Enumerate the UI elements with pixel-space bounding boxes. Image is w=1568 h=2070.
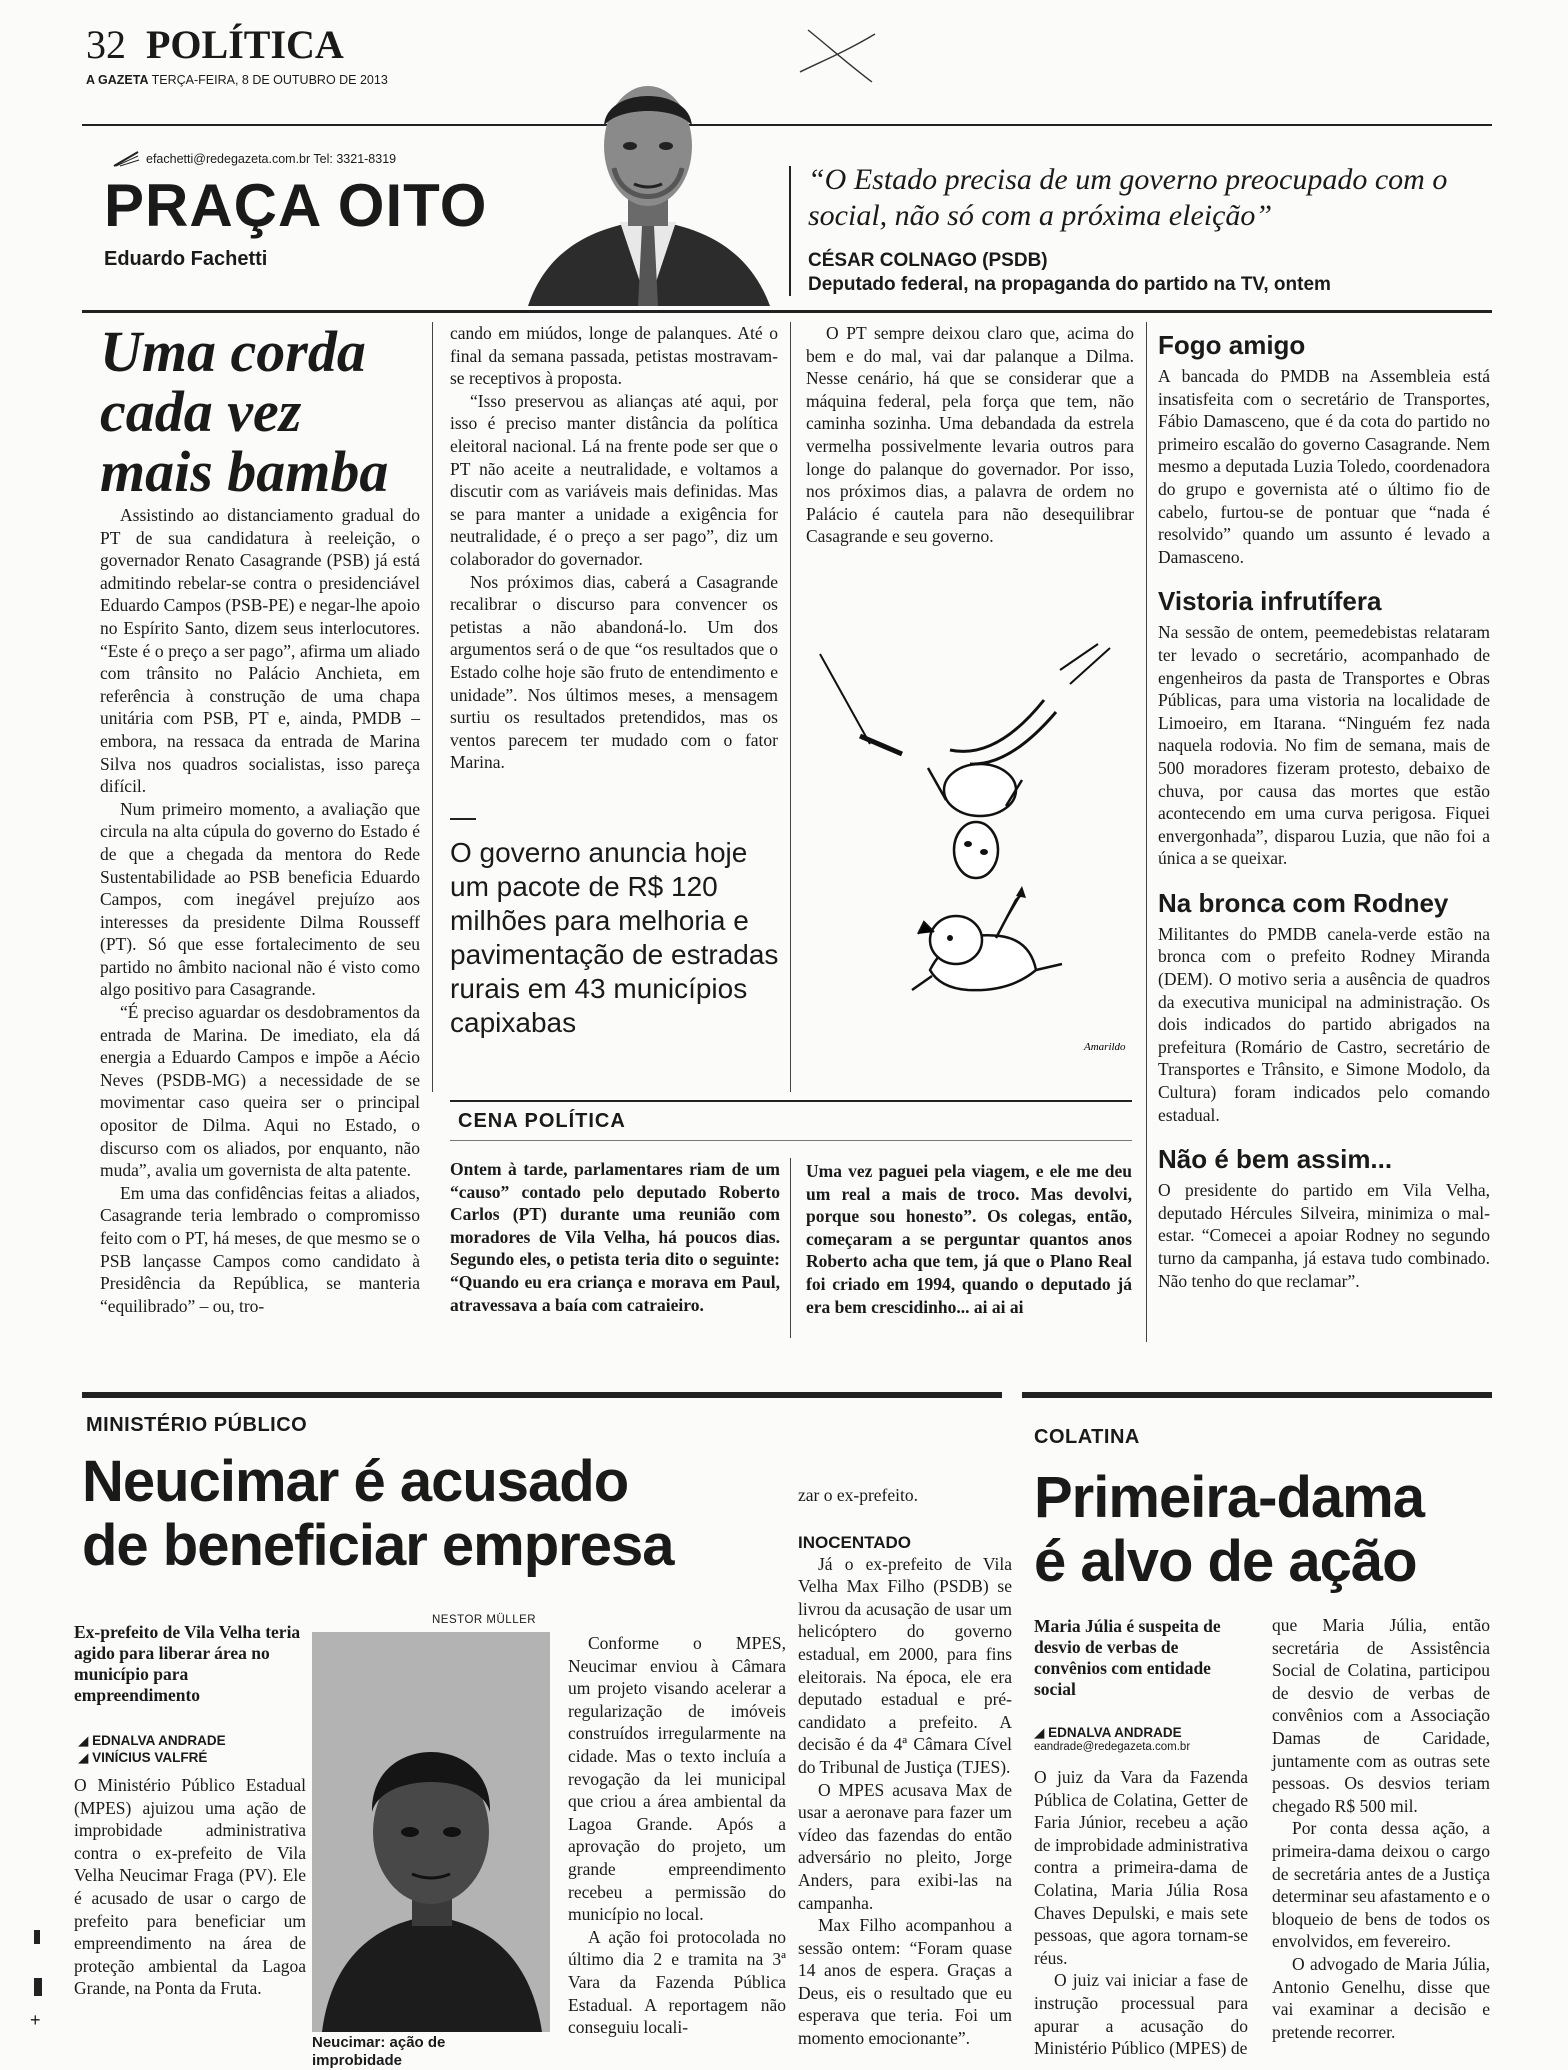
page-number: 32 xyxy=(86,22,126,67)
pen-icon xyxy=(112,148,142,168)
mp-col-2 xyxy=(568,1632,786,2039)
colatina-col-1 xyxy=(1034,1766,1248,2060)
note-body: O presidente do partido em Vila Velha, deputado Hércules Silveira, minimiza o mal-estar. “Comecei a apoiar Rodney no segundo turno da campanha, já estava tudo combinado. Não tenho do que reclamar”. xyxy=(1158,1180,1490,1291)
photo-credit: NESTOR MÜLLER xyxy=(432,1614,537,1626)
note-title: Não é bem assim... xyxy=(1158,1144,1393,1175)
author-email: eandrade@redegazeta.com.br xyxy=(1034,1741,1191,1753)
kicker-colatina: COLATINA xyxy=(1034,1426,1140,1448)
headline-colatina-line-2: é alvo de ação xyxy=(1034,1529,1417,1594)
col-divider xyxy=(432,322,433,1092)
quote-role: Deputado federal, na propaganda do partido na TV, ontem xyxy=(808,274,1331,295)
cartoon-illustration xyxy=(800,640,1130,1060)
headline-colatina xyxy=(1034,1466,1494,1594)
paper-name: A GAZETA xyxy=(86,73,149,87)
author-name: EDNALVA ANDRADE xyxy=(1048,1725,1182,1740)
paragraph: Conforme o MPES, Neucimar enviou à Câmara um projeto visando acelerar a regularização de imóveis construídos irregularmente na cidade. Mas o texto incluía a revogação da lei municipal que criou a área ambiental da Lagoa Grande. Após a aprovação do projeto, um grande empreendimento recebeu a permissão do município no local. xyxy=(568,1633,786,1925)
columnist-portrait xyxy=(518,56,778,306)
paragraph: O juiz vai iniciar a fase de instrução processual para apurar a acusação do Ministério Público (MPES) de xyxy=(1034,1970,1248,2059)
paragraph: “É preciso aguardar os desdobramentos da entrada de Marina. De imediato, ela dá energia a Eduardo Campos e impõe a Aécio Neves (PSDB-MG) a necessidade de se movimentar caso queira ser o principal opositor de Dilma. Aqui no Estado, o discurso com os aliados, por enquanto, não muda”, avalia um governista de alta patente. xyxy=(100,1002,420,1181)
note xyxy=(1158,1144,1490,1292)
paragraph: zar o ex-prefeito. xyxy=(798,1485,918,1505)
section-rule-2 xyxy=(82,1392,1002,1398)
note xyxy=(1158,888,1490,1126)
featured-quote: “O Estado precisa de um governo preocupado com o social, não só com a próxima eleição” xyxy=(808,163,1448,232)
paragraph: “Isso preservou as alianças até aqui, por isso é preciso manter distância da política eleitoral nacional. Lá na frente pode ser que o PT não aceite a neutralidade, e voltamos a discutir com as variáveis mais definidas. Mas se para manter a unidade a exigência for neutralidade, é o preço a ser pago”, diz um colaborador do governador. xyxy=(450,390,778,569)
byline-colatina xyxy=(1034,1724,1264,1753)
byline-author: ◢ VINÍCIUS VALFRÉ xyxy=(78,1750,208,1765)
main-story-col-2 xyxy=(450,322,778,774)
mp-col-1 xyxy=(74,1774,306,2000)
cena-politica-col-1: Ontem à tarde, parlamentares riam de um “causo” contado pelo deputado Roberto Carlos (PT) durante uma reunião com moradores de Vila Velha, há poucos dias. Segundo eles, o petista teria dito o seguinte: “Quando eu era criança e morava em Paul, atravessava a baía com catraieiro. xyxy=(450,1159,780,1315)
photo-neucimar xyxy=(312,1632,550,2032)
pullquote-rule xyxy=(450,818,476,820)
handwritten-x-mark xyxy=(790,20,880,90)
paragraph: O PT sempre deixou claro que, acima do bem e do mal, vai dar palanque a Dilma. Nesse cenário, há que se considerar que a máquina federal, pela força que tem, não caminha sozinha. Uma debandada da estrela vermelha possivelmente levaria outros para longe do palanque do governador. Por isso, nos próximos dias, a palavra de ordem no Palácio é cautela para não desequilibrar Casagrande e seu governo. xyxy=(806,323,1134,547)
header-dateline xyxy=(86,72,388,88)
quote-author: CÉSAR COLNAGO (PSDB) xyxy=(808,250,1048,271)
note-body: Militantes do PMDB canela-verde estão na bronca com o prefeito Rodney Miranda (DEM). O motivo seria a ausência de quadros da executiva municipal na administração. Os dois indicados do partido abrigados na prefeitura (Romário de Castro, secretário de Transportes e Trânsito, e Simone Modolo, da Cultura) foram indicados pelo comando estadual. xyxy=(1158,923,1490,1125)
crop-mark-icon: + xyxy=(30,2010,41,2030)
main-headline-line-2: cada vez xyxy=(100,379,302,444)
main-headline-line-3: mais bamba xyxy=(100,439,389,504)
mp-col-3 xyxy=(798,1484,1012,2050)
byline-author: ◢ EDNALVA ANDRADE xyxy=(78,1733,226,1748)
col-divider xyxy=(790,1158,791,1338)
paragraph: Assistindo ao distanciamento gradual do PT de sua candidatura à reeleição, o governador Renato Casagrande (PSB) já está admitindo rebelar-se contra o presidenciável Eduardo Campos (PSB-PE) e negar-lhe apoio no Espírito Santo, dizem seus interlocutores. “Este é o preço a ser pago”, afirma um aliado com trânsito no Palácio Anchieta, em referência à construção de uma chapa unitária com PSB, PT e, ainda, PMDB – embora, na ressaca da entrada de Marina Silva nos quadros socialistas, isso pareça difícil. xyxy=(100,505,420,797)
paragraph: Max Filho acompanhou a sessão ontem: “Foram quase 14 anos de espera. Graças a Deus, eis o resultado que eu esperava que teria. Foi um momento emocionante”. xyxy=(798,1915,1012,2049)
note xyxy=(1158,330,1490,568)
cena-rule xyxy=(450,1100,1132,1102)
contact-line: efachetti@redegazeta.com.br Tel: 3321-8319 xyxy=(146,152,397,166)
section-title: POLÍTICA xyxy=(146,22,344,67)
date: TERÇA-FEIRA, 8 DE OUTUBRO DE 2013 xyxy=(151,73,388,87)
notes-column xyxy=(1158,330,1490,1310)
note-body: Na sessão de ontem, peemedebistas relataram ter levado o secretário, acompanhado de engenheiros da pasta de Transportes e Obras Públicas, para uma vistoria na localidade de Limoeiro, em Itarana. “Ninguém fez nada naquela rodovia. No fim de semana, mais de 500 moradores fizeram protesto, debaixo de chuva, por causa das mortes que estão acontecendo em uma curva perigosa. Fiquei envergonhada”, disparou Luzia, que não foi a única a se queixar. xyxy=(1158,622,1490,869)
byline-mp xyxy=(78,1732,318,1766)
paragraph: A ação foi protocolada no último dia 2 e tramita na 3ª Vara da Fazenda Pública Estadual. A reportagem não conseguiu locali- xyxy=(568,1926,786,2038)
paragraph: O MPES acusava Max de usar a aeronave para fazer um vídeo das fazendas do então adversário no pleito, Jorge Anders, para exibi-las na campanha. xyxy=(798,1779,1012,1913)
col-divider xyxy=(1146,322,1147,1342)
cena-politica-title: CENA POLÍTICA xyxy=(458,1110,626,1132)
subhead-colatina: Maria Júlia é suspeita de desvio de verbas de convênios com entidade social xyxy=(1034,1616,1221,1699)
author-name: EDNALVA ANDRADE xyxy=(92,1733,226,1748)
paragraph: Por conta dessa ação, a primeira-dama deixou o cargo de secretária antes de a Justiça determinar seu afastamento e o bloqueio de bens de todos os envolvidos, em fevereiro. xyxy=(1272,1818,1490,1952)
main-story-col-3 xyxy=(806,322,1134,548)
cena-politica-col-2: Uma vez paguei pela viagem, e ele me deu um real a mais de troco. Mas devolvi, porque sou honesto”. Os colegas, então, começaram a se perguntar quantos anos Roberto acha que tem, já que o Plano Real foi criado em 1994, quando o deputado já era bem crescidinho... ai ai ai xyxy=(806,1161,1132,1317)
main-headline-line-1: Uma corda xyxy=(100,319,366,384)
kicker-mp: MINISTÉRIO PÚBLICO xyxy=(86,1414,308,1436)
cartoonist-signature: Amarildo xyxy=(1084,1041,1126,1053)
paragraph: Num primeiro momento, a avaliação que circula na alta cúpula do governo do Estado é de que a chegada da mentora do Rede Sustentabilidade ao PSB beneficia Eduardo Campos, com inegável prejuízo aos interesses da presidente Dilma Rousseff (PT). Só que esse fortalecimento de seu partido no âmbito nacional não é visto como algo positivo para Casagrande. xyxy=(100,798,420,1000)
column-author: Eduardo Fachetti xyxy=(104,248,268,270)
column-title: PRAÇA OITO xyxy=(104,172,488,239)
note xyxy=(1158,586,1490,870)
quote-bar xyxy=(789,166,791,296)
margin-mark xyxy=(34,1978,42,1996)
subhead-mp: Ex-prefeito de Vila Velha teria agido para liberar área no município para empreendimento xyxy=(74,1622,301,1705)
note-title: Na bronca com Rodney xyxy=(1158,887,1449,918)
note-title: Fogo amigo xyxy=(1158,330,1306,360)
note-body: A bancada do PMDB na Assembleia está insatisfeita com o secretário de Transportes, Fábio Damasceno, que é da cota do partido no primeiro escalão do governo Casagrande. Nem mesmo a deputada Luzia Toledo, coordenadora do grupo e governista até o último fio de cabelo, furtou-se de pontuar que “nada é resolvido” quando um assunto é levado a Damasceno. xyxy=(1158,366,1490,567)
note-title: Vistoria infrutífera xyxy=(1158,586,1382,617)
margin-mark xyxy=(34,1930,40,1944)
paragraph: O Ministério Público Estadual (MPES) ajuizou uma ação de improbidade administrativa contra o ex-prefeito de Vila Velha Neucimar Fraga (PV). Ele é acusado de usar o cargo de prefeito para beneficiar um empreendimento na área de proteção ambiental da Lagoa Grande, na Ponta da Fruta. xyxy=(74,1775,306,1999)
photo-caption: Neucimar: ação de improbidade xyxy=(312,2034,446,2069)
section-rule-1 xyxy=(82,310,1492,313)
main-story-col-1 xyxy=(100,504,420,1317)
author-name: VINÍCIUS VALFRÉ xyxy=(92,1750,208,1765)
headline-mp-line-1: Neucimar é acusado xyxy=(82,1449,629,1514)
paragraph: cando em miúdos, longe de palanques. Até o final da semana passada, petistas mostravam-se receptivos à proposta. xyxy=(450,323,778,389)
section-rule-3 xyxy=(1022,1392,1492,1398)
paragraph: Nos próximos dias, caberá a Casagrande recalibrar o discurso para convencer os petistas a não abandoná-lo. Um dos argumentos será o de que “os resultados que o Estado colhe hoje são fruto de entendimento e unidade”. Nos últimos meses, a mensagem surtiu os resultados pretendidos, mas os ventos parecem ter mudado com o fator Marina. xyxy=(450,571,778,773)
col-divider xyxy=(790,322,791,1092)
cena-rule-bottom xyxy=(450,1140,1132,1141)
colatina-col-2 xyxy=(1272,1614,1490,2043)
main-headline xyxy=(100,319,440,504)
byline-author: ◢ EDNALVA ANDRADE xyxy=(1034,1725,1182,1740)
paragraph: que Maria Júlia, então secretária de Assistência Social de Colatina, participou de desvio de verbas de convênios com a Associação Damas de Caridade, juntamente com as outras sete pessoas. Os desvios teriam chegado R$ 500 mil. xyxy=(1272,1615,1490,1816)
paragraph: Já o ex-prefeito de Vila Velha Max Filho (PSDB) se livrou da acusação de usar um helicóptero do governo estadual, em 2000, para fins eleitorais. Na época, ele era deputado estadual e pré-candidato a prefeito. A decisão é da 4ª Câmara Cível do Tribunal de Justiça (TJES). xyxy=(798,1553,1012,1777)
pullquote: O governo anuncia hoje um pacote de R$ 120 milhões para melhoria e pavimentação de estradas rurais em 43 municípios capixabas xyxy=(450,837,779,1038)
header-rule xyxy=(82,124,1492,126)
paragraph: O advogado de Maria Júlia, Antonio Genelhu, disse que vai examinar a decisão e pretende recorrer. xyxy=(1272,1953,1490,2042)
subheading-inocentado: INOCENTADO xyxy=(798,1532,912,1552)
paragraph: Em uma das confidências feitas a aliados, Casagrande teria lembrado o compromisso feito com o PT, há meses, de que mesmo se o PSB lançasse Campos como candidato à Presidência da República, se manteria “equilibrado” – ou, tro- xyxy=(100,1182,420,1316)
headline-mp-line-2: de beneficiar empresa xyxy=(82,1513,674,1578)
paragraph: O juiz da Vara da Fazenda Pública de Colatina, Getter de Faria Júnior, recebeu a ação de improbidade administrativa contra a primeira-dama de Colatina, Maria Júlia Rosa Chaves Depulski, e mais sete pessoas, que agora tornam-se réus. xyxy=(1034,1767,1248,1968)
headline-colatina-line-1: Primeira-dama xyxy=(1034,1465,1424,1530)
